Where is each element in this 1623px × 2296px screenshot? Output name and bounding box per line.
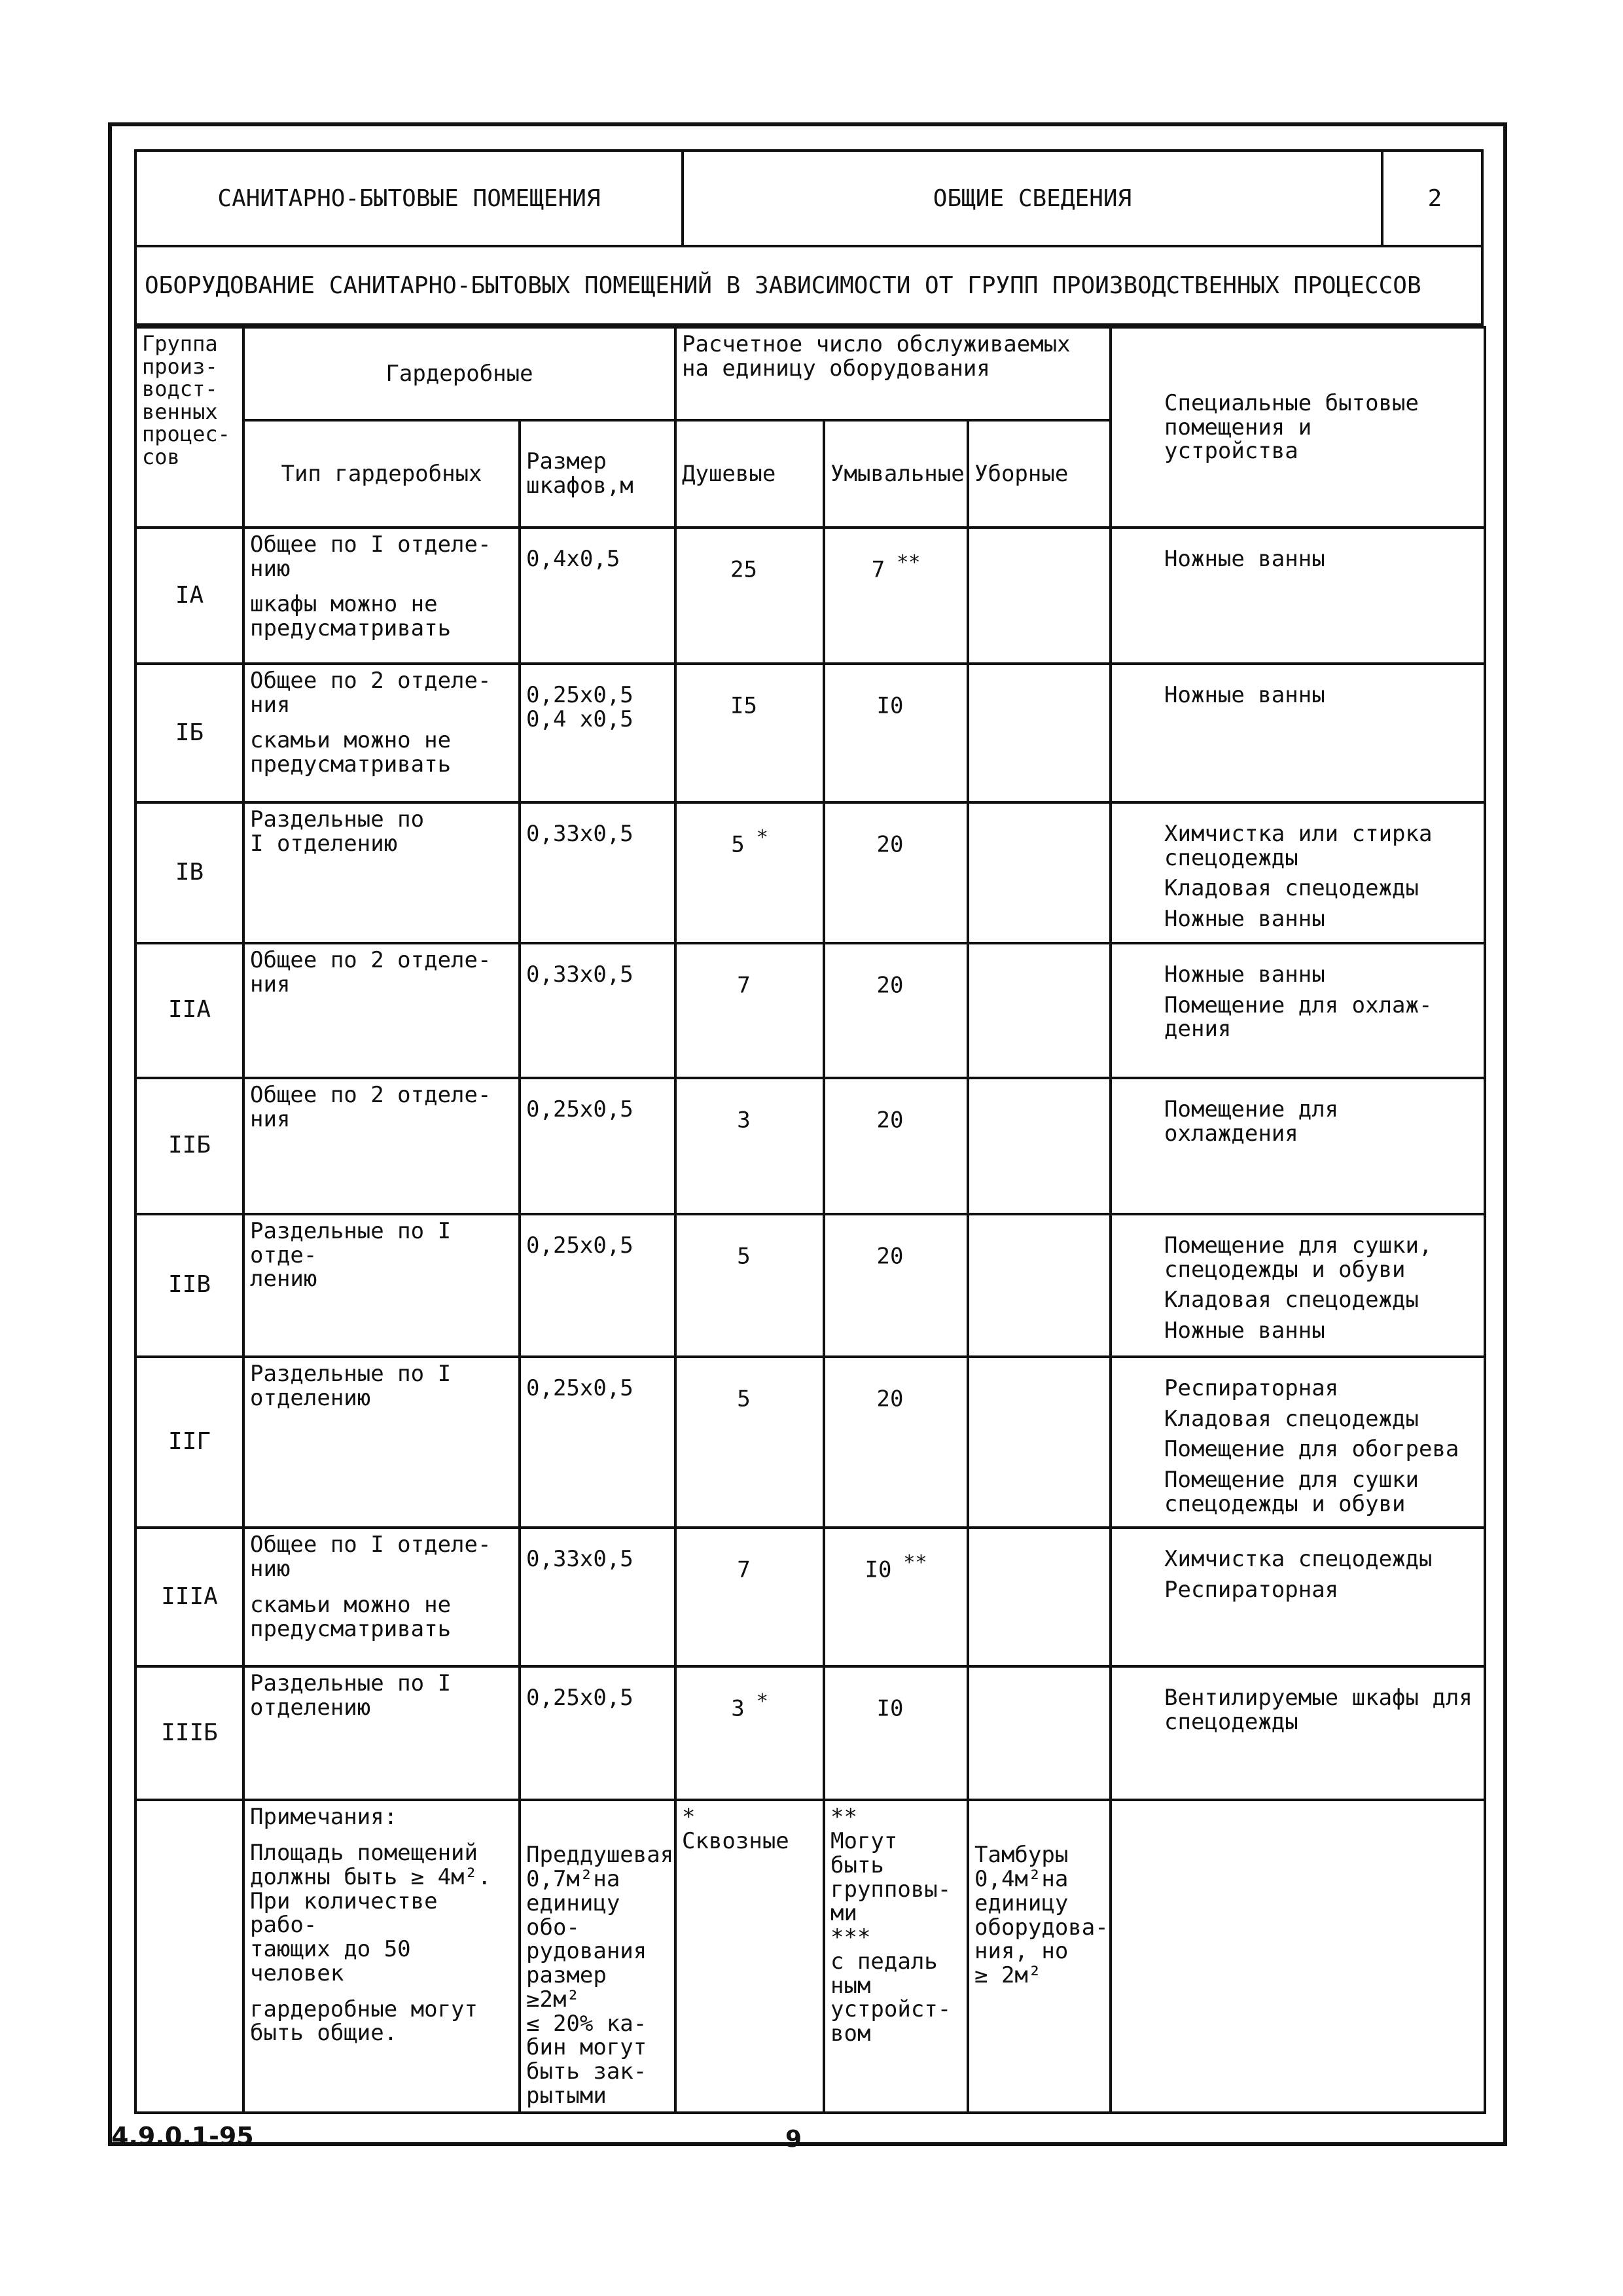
notes-row bbox=[135, 1800, 1485, 2113]
group-cell: IIГ bbox=[135, 1357, 243, 1528]
notes-size-cell: Преддушевая 0,7м²на единицу обо- рудования размер ≥2м² ≤ 20% ка- бин могут быть зак- рытыми bbox=[520, 1800, 675, 2113]
special-rooms-cell: Респираторная Кладовая спецодежды Помещение для обогрева Помещение для сушки спецодежды и обуви bbox=[1111, 1357, 1485, 1528]
washbasins-cell: 7 ** bbox=[824, 528, 968, 664]
special-rooms-cell: Помещение для охлаждения bbox=[1111, 1078, 1485, 1214]
wardrobe-type-cell: Общее по I отделе- нию скамьи можно не предусматривать bbox=[243, 1528, 520, 1666]
wardrobe-type-cell: Общее по 2 отделе- ния bbox=[243, 1078, 520, 1214]
toilets-cell bbox=[968, 1357, 1111, 1528]
cabinet-size-cell: 0,25x0,5 bbox=[520, 1078, 675, 1214]
special-rooms-cell: Ножные ванны bbox=[1111, 664, 1485, 802]
washbasins-cell: I0 ** bbox=[824, 1528, 968, 1666]
toilets-cell bbox=[968, 1528, 1111, 1666]
cabinet-size-cell: 0,4x0,5 bbox=[520, 528, 675, 664]
table-row bbox=[135, 1214, 1485, 1357]
special-rooms-cell: Вентилируемые шкафы для спецодежды bbox=[1111, 1666, 1485, 1800]
washbasins-cell: I0 bbox=[824, 1666, 968, 1800]
special-rooms-cell: Химчистка спецодежды Респираторная bbox=[1111, 1528, 1485, 1666]
equipment-table bbox=[134, 326, 1486, 2114]
table-row bbox=[135, 1078, 1485, 1214]
wardrobe-type-cell: Общее по 2 отделе- ния скамьи можно не предусматривать bbox=[243, 664, 520, 802]
wardrobe-type-cell: Раздельные по I отделению bbox=[243, 802, 520, 943]
showers-cell: 5 * bbox=[675, 802, 824, 943]
special-rooms-cell: Ножные ванны bbox=[1111, 528, 1485, 664]
col-type-header: Тип гардеробных bbox=[243, 420, 520, 528]
col-toilets-header: Уборные bbox=[968, 420, 1111, 528]
wardrobe-type-cell: Общее по 2 отделе- ния bbox=[243, 943, 520, 1078]
page-number: 9 bbox=[785, 2126, 802, 2153]
table-row bbox=[135, 802, 1485, 943]
document-code: 4.9.0.1-95 bbox=[111, 2122, 254, 2151]
notes-wash-cell: ** Могут быть групповы- ми *** с педаль ным устройст- вом bbox=[824, 1800, 968, 2113]
group-cell: IIIБ bbox=[135, 1666, 243, 1800]
toilets-cell bbox=[968, 802, 1111, 943]
washbasins-cell: 20 bbox=[824, 943, 968, 1078]
showers-cell: 25 bbox=[675, 528, 824, 664]
washbasins-cell: 20 bbox=[824, 1357, 968, 1528]
toilets-cell bbox=[968, 1666, 1111, 1800]
group-cell: IIA bbox=[135, 943, 243, 1078]
notes-showers-cell: * Сквозные bbox=[675, 1800, 824, 2113]
section-title: САНИТАРНО-БЫТОВЫЕ ПОМЕЩЕНИЯ bbox=[137, 152, 684, 245]
section-subject: ОБЩИЕ СВЕДЕНИЯ bbox=[684, 152, 1383, 245]
cabinet-size-cell: 0,33x0,5 bbox=[520, 802, 675, 943]
special-rooms-cell: Химчистка или стирка спецодежды Кладовая спецодежды Ножные ванны bbox=[1111, 802, 1485, 943]
table-row bbox=[135, 1357, 1485, 1528]
showers-cell: I5 bbox=[675, 664, 824, 802]
col-special-header: Специальные бытовые помещения и устройства bbox=[1111, 327, 1485, 528]
cabinet-size-cell: 0,25x0,5 bbox=[520, 1214, 675, 1357]
notes-group-cell bbox=[135, 1800, 243, 2113]
toilets-cell bbox=[968, 943, 1111, 1078]
group-cell: IIIA bbox=[135, 1528, 243, 1666]
notes-type-cell: Примечания: Площадь помещений должны быть ≥ 4м². При количестве рабо- тающих до 50 человек гардеробные могут быть общие. bbox=[243, 1800, 520, 2113]
toilets-cell bbox=[968, 664, 1111, 802]
table-row bbox=[135, 664, 1485, 802]
wardrobe-type-cell: Раздельные по I отделению bbox=[243, 1357, 520, 1528]
showers-cell: 5 bbox=[675, 1357, 824, 1528]
showers-cell: 3 * bbox=[675, 1666, 824, 1800]
toilets-cell bbox=[968, 1214, 1111, 1357]
col-wardrobes-header: Гардеробные bbox=[243, 327, 675, 420]
group-cell: IБ bbox=[135, 664, 243, 802]
toilets-cell bbox=[968, 528, 1111, 664]
cabinet-size-cell: 0,33x0,5 bbox=[520, 1528, 675, 1666]
washbasins-cell: I0 bbox=[824, 664, 968, 802]
wardrobe-type-cell: Раздельные по I отде- лению bbox=[243, 1214, 520, 1357]
group-cell: IIB bbox=[135, 1214, 243, 1357]
cabinet-size-cell: 0,25x0,5 bbox=[520, 1666, 675, 1800]
showers-cell: 7 bbox=[675, 1528, 824, 1666]
table-title: ОБОРУДОВАНИЕ САНИТАРНО-БЫТОВЫХ ПОМЕЩЕНИЙ В ЗАВИСИМОСТИ ОТ ГРУПП ПРОИЗВОДСТВЕННЫХ ПРОЦЕССОВ bbox=[134, 247, 1484, 326]
col-group-header: Группа произ- водст- венных процес- сов bbox=[135, 327, 243, 528]
table-row bbox=[135, 528, 1485, 664]
special-rooms-cell: Ножные ванны Помещение для охлаж-дения bbox=[1111, 943, 1485, 1078]
cabinet-size-cell: 0,25x0,5 bbox=[520, 1357, 675, 1528]
table-row bbox=[135, 1528, 1485, 1666]
notes-special-cell bbox=[1111, 1800, 1485, 2113]
showers-cell: 7 bbox=[675, 943, 824, 1078]
washbasins-cell: 20 bbox=[824, 1214, 968, 1357]
group-cell: IIБ bbox=[135, 1078, 243, 1214]
special-rooms-cell: Помещение для сушки, спецодежды и обуви Кладовая спецодежды Ножные ванны bbox=[1111, 1214, 1485, 1357]
table-row bbox=[135, 943, 1485, 1078]
title-block bbox=[134, 149, 1484, 247]
wardrobe-type-cell: Раздельные по I отделению bbox=[243, 1666, 520, 1800]
section-number: 2 bbox=[1427, 185, 1442, 212]
table-row bbox=[135, 1666, 1485, 1800]
col-size-header: Размер шкафов,м bbox=[520, 420, 675, 528]
notes-toilets-cell: Тамбуры 0,4м²на единицу оборудова- ния, но ≥ 2м² bbox=[968, 1800, 1111, 2113]
document bbox=[134, 149, 1484, 2114]
washbasins-cell: 20 bbox=[824, 802, 968, 943]
washbasins-cell: 20 bbox=[824, 1078, 968, 1214]
col-washbasins-header: Умывальные bbox=[824, 420, 968, 528]
wardrobe-type-cell: Общее по I отделе- нию шкафы можно не предусматривать bbox=[243, 528, 520, 664]
col-showers-header: Душевые bbox=[675, 420, 824, 528]
toilets-cell bbox=[968, 1078, 1111, 1214]
cabinet-size-cell: 0,33x0,5 bbox=[520, 943, 675, 1078]
group-cell: IA bbox=[135, 528, 243, 664]
cabinet-size-cell: 0,25x0,5 0,4 x0,5 bbox=[520, 664, 675, 802]
showers-cell: 5 bbox=[675, 1214, 824, 1357]
group-cell: IB bbox=[135, 802, 243, 943]
col-calc-header: Расчетное число обслуживаемых на единицу оборудования bbox=[675, 327, 1111, 420]
showers-cell: 3 bbox=[675, 1078, 824, 1214]
